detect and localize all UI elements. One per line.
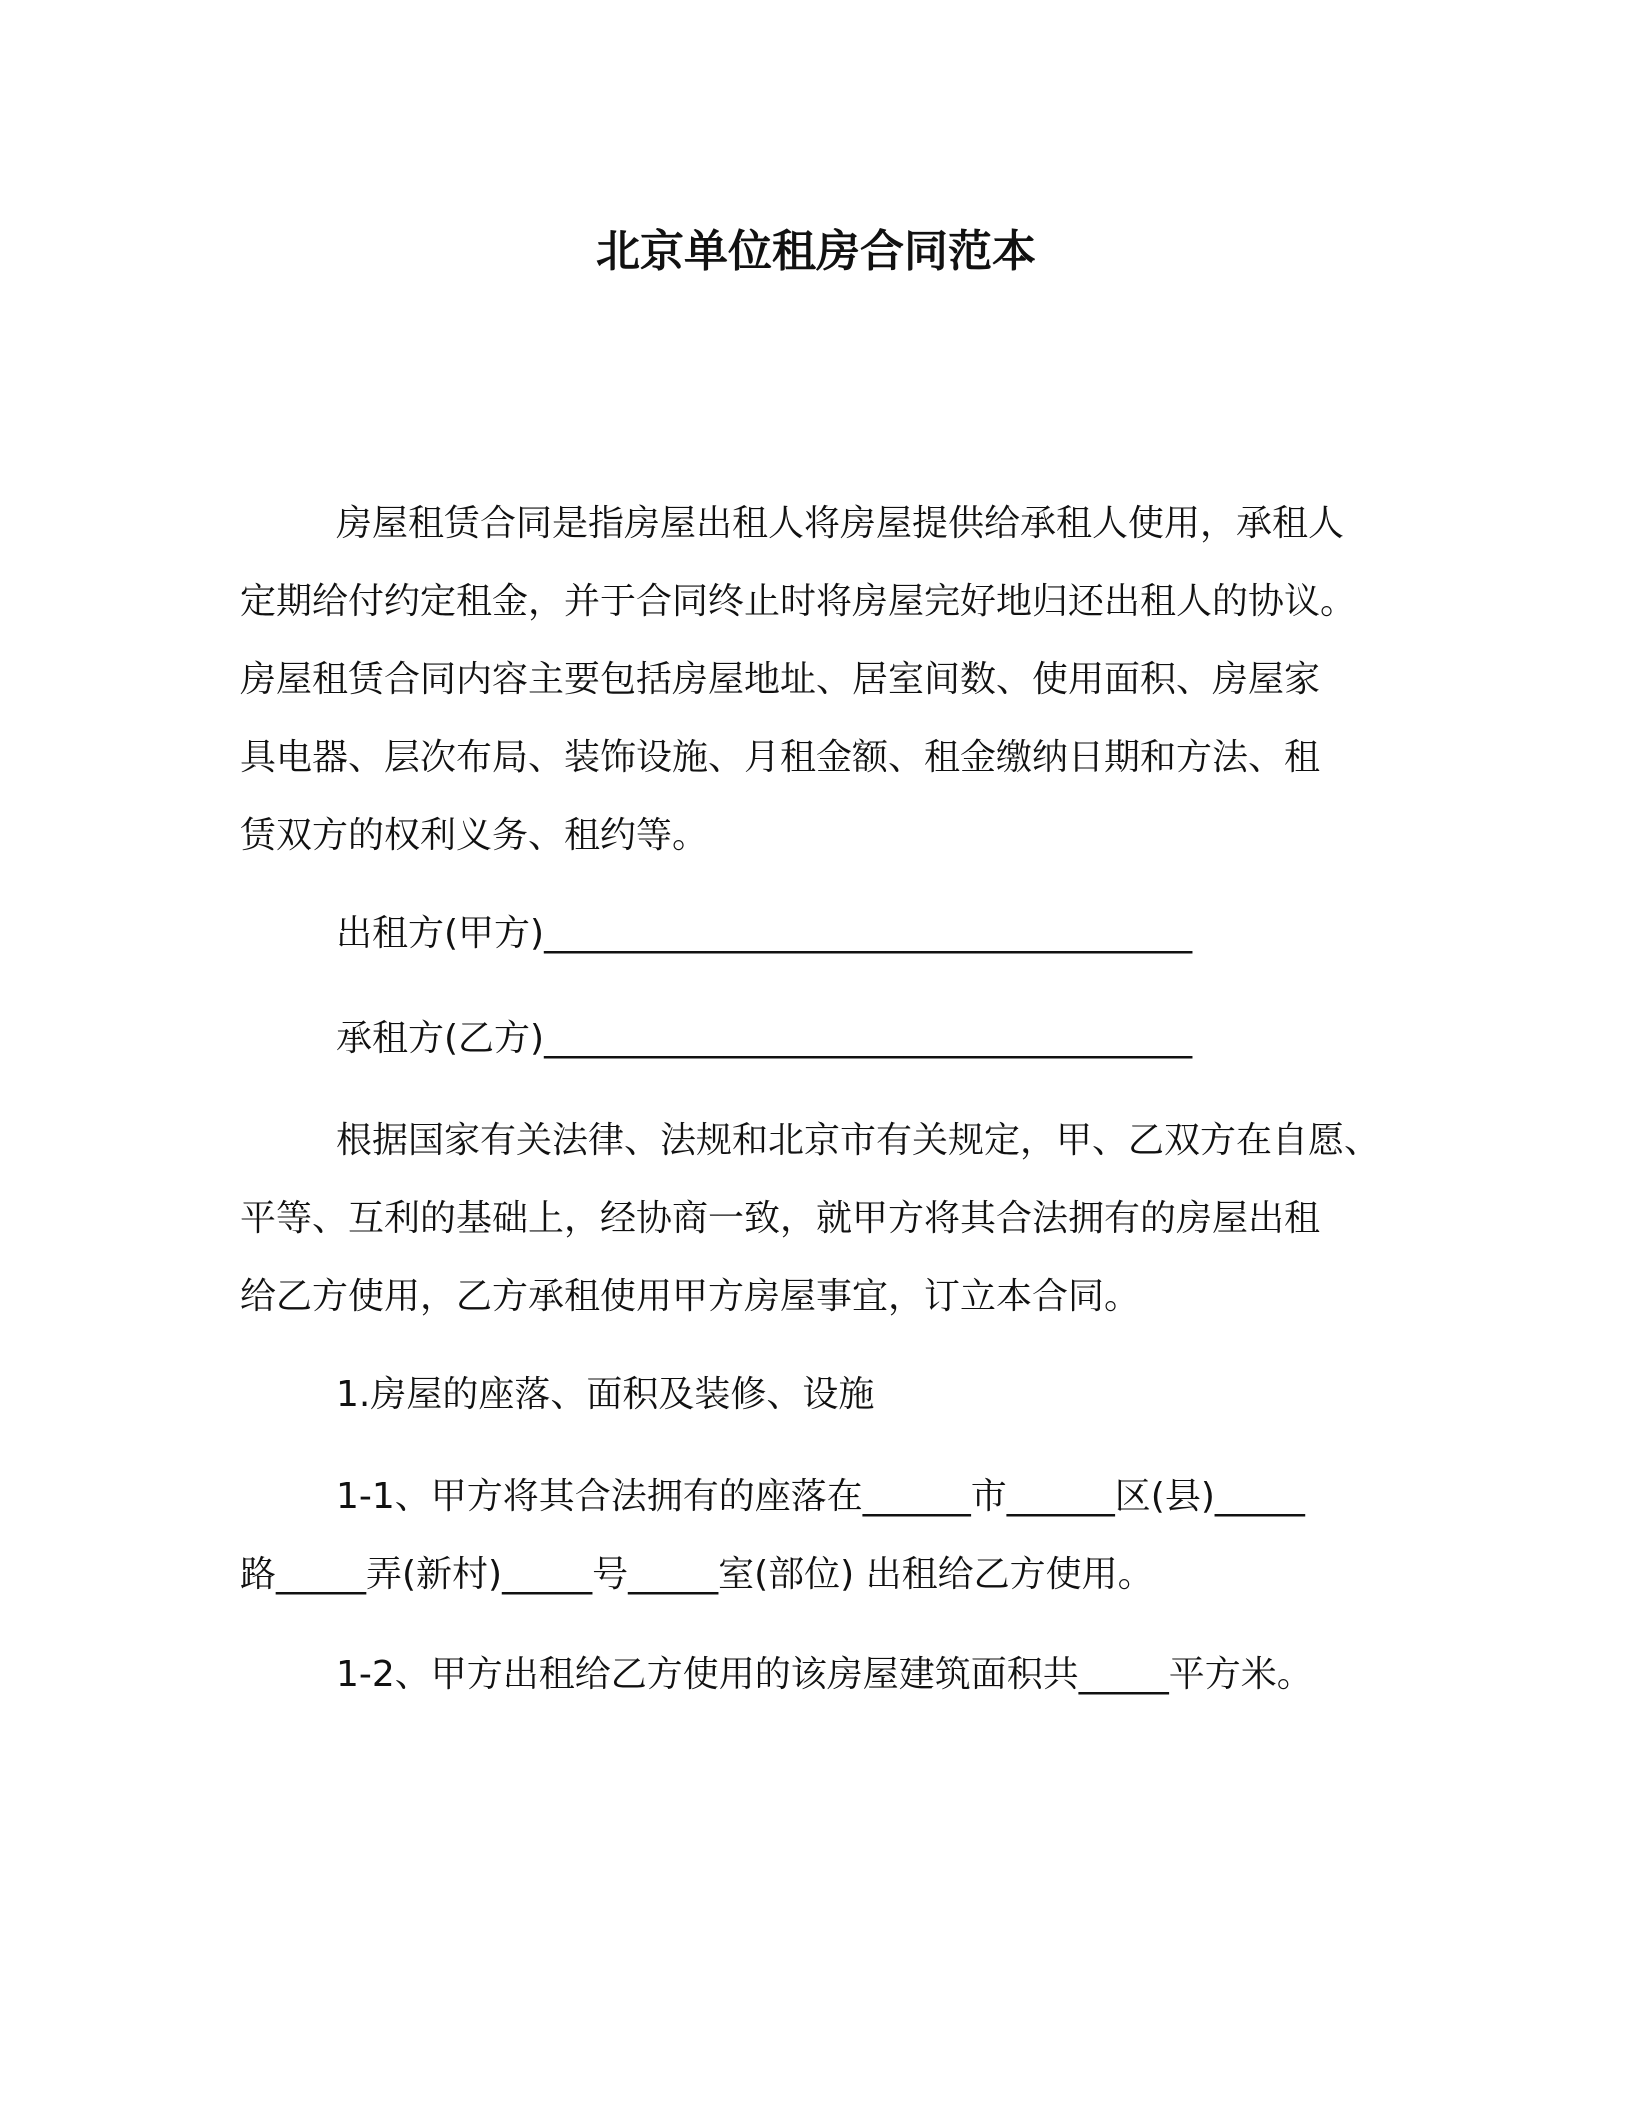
basis-line: 根据国家有关法律、法规和北京市有关规定，甲、乙双方在自愿、 [336, 1120, 1381, 1161]
clause-1-1 [240, 1458, 1400, 1614]
document-title: 北京单位租房合同范本 [596, 226, 1036, 277]
section-1-heading: 1.房屋的座落、面积及装修、设施 [336, 1374, 875, 1415]
intro-line: 赁双方的权利义务、租约等。 [240, 815, 709, 856]
intro-line: 具电器、层次布局、装饰设施、月租金额、租金缴纳日期和方法、租 [240, 737, 1321, 778]
lessor-line: 出租方(甲方)____________________________________ [336, 913, 1193, 954]
lessor-line-block [240, 895, 1400, 973]
intro-line: 房屋租赁合同是指房屋出租人将房屋提供给承租人使用，承租人 [336, 503, 1345, 544]
clause-1-2: 1-2、甲方出租给乙方使用的该房屋建筑面积共_____平方米。 [336, 1654, 1313, 1695]
lessee-line: 承租方(乙方)____________________________________ [336, 1018, 1193, 1059]
lessee-line-block [240, 1000, 1400, 1078]
section-1-heading-block [240, 1356, 1400, 1434]
intro-line: 定期给付约定租金，并于合同终止时将房屋完好地归还出租人的协议。 [240, 581, 1357, 622]
intro-line: 房屋租赁合同内容主要包括房屋地址、居室间数、使用面积、房屋家 [240, 659, 1321, 700]
clause-1-1-line: 1-1、甲方将其合法拥有的座落在______市______区(县)_____ [336, 1476, 1305, 1517]
clause-1-1-line: 路_____弄(新村)_____号_____室(部位) 出租给乙方使用。 [240, 1554, 1154, 1595]
basis-paragraph [240, 1102, 1400, 1336]
basis-line: 平等、互利的基础上，经协商一致，就甲方将其合法拥有的房屋出租 [240, 1198, 1321, 1239]
clause-1-2-block [240, 1636, 1400, 1714]
basis-line: 给乙方使用，乙方承租使用甲方房屋事宜，订立本合同。 [240, 1276, 1141, 1317]
intro-paragraph [240, 485, 1400, 875]
